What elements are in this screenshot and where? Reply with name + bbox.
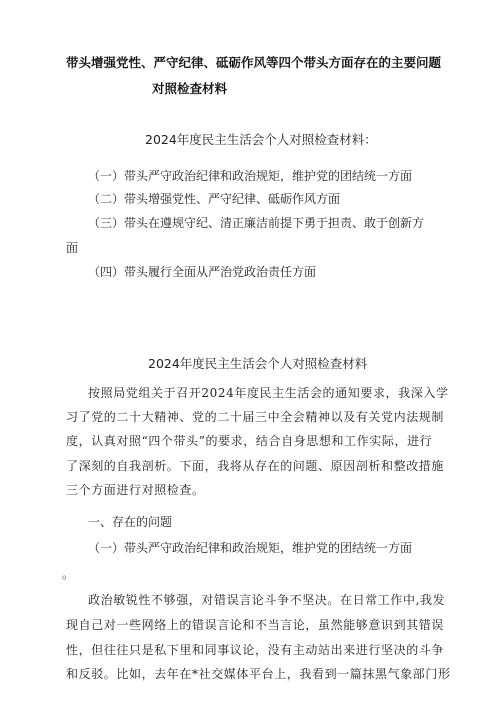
toc-item: （一）带头严守政治纪律和政治规矩，维护党的团结统一方面 [88, 169, 413, 183]
intro-line: 习了党的二十大精神、党的二十届三中全会精神以及有关党内法规制 [66, 410, 445, 424]
toc-item: （三）带头在遵规守纪、清正廉洁前提下勇于担责、敢于创新方 [88, 216, 425, 230]
intro-line: 度，认真对照“四个带头”的要求，结合自身思想和工作实际，进行 [66, 434, 433, 448]
paragraph-line: 政治敏锐性不够强，对错误言论斗争不坚决。在日常工作中,我发 [88, 593, 446, 607]
toc-item: （二）带头增强党性、严守纪律、砥砺作风方面 [88, 192, 341, 206]
paragraph-line: 和反驳。比如，去年在*社交媒体平台上，我看到一篇抹黑气象部门形 [66, 667, 451, 681]
intro-line: 按照局党组关于召开2024年度民主生活会的通知要求，我深入学 [88, 386, 449, 400]
document-title-line-2: 对照检查材料 [152, 81, 228, 96]
intro-line: 了深刻的自我剖析。下面，我将从存在的问题、原因剖析和整改措施 [66, 459, 445, 473]
document-title-line-1: 带头增强党性、严守纪律、砥砺作风等四个带头方面存在的主要问题 [66, 55, 442, 70]
section-heading: 一、存在的问题 [88, 515, 173, 529]
body-heading: 2024年度民主生活会个人对照检查材料 [148, 356, 368, 371]
stray-punctuation: 。 [62, 567, 75, 581]
paragraph-line: 现自己对一些网络上的错误言论和不当言论，虽然能够意识到其错误 [66, 618, 445, 632]
paragraph-line: 性，但往往只是私下里和同事议论，没有主动站出来进行坚决的斗争 [66, 643, 445, 657]
subsection-heading: （一）带头严守政治纪律和政治规矩，维护党的团结统一方面 [88, 541, 413, 555]
intro-line: 三个方面进行对照检查。 [66, 483, 205, 497]
toc-heading: 2024年度民主生活会个人对照检查材料： [145, 132, 377, 147]
toc-item: 面 [66, 241, 79, 255]
toc-item: （四）带头履行全面从严治党政治责任方面 [88, 265, 317, 279]
